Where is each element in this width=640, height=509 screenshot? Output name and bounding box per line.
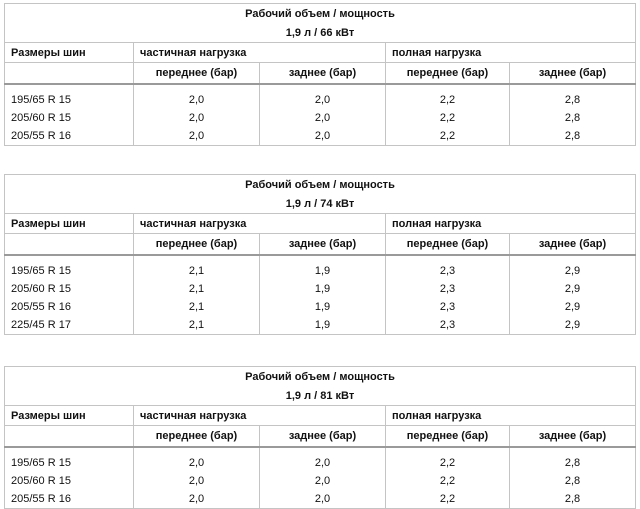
partial-front-cell: 2,1 — [134, 280, 260, 298]
partial-front-cell: 2,0 — [134, 490, 260, 509]
subheader-empty-cell — [5, 234, 134, 256]
full-front-cell: 2,3 — [386, 298, 510, 316]
partial-rear-cell: 2,0 — [260, 127, 386, 146]
partial-front-cell: 2,0 — [134, 454, 260, 472]
partial-front-cell: 2,1 — [134, 316, 260, 335]
subheader-full-rear: заднее (бар) — [510, 234, 636, 256]
engine-power: 1,9 л / 66 кВт — [5, 24, 636, 43]
partial-rear-cell: 1,9 — [260, 262, 386, 280]
full-front-cell: 2,2 — [386, 127, 510, 146]
table-caption-power — [5, 195, 636, 214]
tire-size-cell: 195/65 R 15 — [5, 91, 134, 109]
subheader-empty-cell — [5, 63, 134, 85]
tire-size-cell: 205/60 R 15 — [5, 280, 134, 298]
full-rear-cell: 2,8 — [510, 472, 636, 490]
tire-pressure-table-66kw — [4, 3, 636, 146]
tire-size-cell: 195/65 R 15 — [5, 262, 134, 280]
full-rear-cell: 2,9 — [510, 298, 636, 316]
tire-size-cell: 205/55 R 16 — [5, 298, 134, 316]
full-rear-cell: 2,9 — [510, 280, 636, 298]
column-header-partial-load: частичная нагрузка — [134, 406, 386, 426]
subheader-partial-front: переднее (бар) — [134, 63, 260, 85]
spacer-row — [5, 447, 636, 454]
column-header-full-load: полная нагрузка — [386, 214, 636, 234]
full-rear-cell: 2,8 — [510, 127, 636, 146]
table-row — [5, 109, 636, 127]
table-caption-power — [5, 387, 636, 406]
subheader-row — [5, 63, 636, 85]
header-row — [5, 43, 636, 63]
table-caption — [5, 367, 636, 388]
table-row — [5, 472, 636, 490]
subheader-full-rear: заднее (бар) — [510, 63, 636, 85]
table-row — [5, 280, 636, 298]
spacer-row — [5, 84, 636, 91]
subheader-full-front: переднее (бар) — [386, 426, 510, 448]
table-row — [5, 490, 636, 509]
partial-rear-cell: 2,0 — [260, 454, 386, 472]
partial-rear-cell: 1,9 — [260, 316, 386, 335]
full-front-cell: 2,2 — [386, 472, 510, 490]
partial-front-cell: 2,1 — [134, 262, 260, 280]
engine-power: 1,9 л / 81 кВт — [5, 387, 636, 406]
subheader-row — [5, 234, 636, 256]
column-header-tire-size: Размеры шин — [5, 214, 134, 234]
partial-front-cell: 2,0 — [134, 127, 260, 146]
header-row — [5, 214, 636, 234]
column-header-partial-load: частичная нагрузка — [134, 43, 386, 63]
subheader-partial-rear: заднее (бар) — [260, 426, 386, 448]
full-rear-cell: 2,9 — [510, 316, 636, 335]
tire-size-cell: 205/60 R 15 — [5, 109, 134, 127]
partial-rear-cell: 1,9 — [260, 280, 386, 298]
subheader-full-front: переднее (бар) — [386, 63, 510, 85]
table-row — [5, 316, 636, 335]
tire-size-cell: 205/60 R 15 — [5, 472, 134, 490]
full-front-cell: 2,3 — [386, 262, 510, 280]
partial-rear-cell: 2,0 — [260, 109, 386, 127]
partial-rear-cell: 2,0 — [260, 472, 386, 490]
full-rear-cell: 2,8 — [510, 91, 636, 109]
full-rear-cell: 2,9 — [510, 262, 636, 280]
subheader-row — [5, 426, 636, 448]
subheader-partial-rear: заднее (бар) — [260, 234, 386, 256]
column-header-full-load: полная нагрузка — [386, 406, 636, 426]
partial-front-cell: 2,0 — [134, 109, 260, 127]
table-row — [5, 262, 636, 280]
engine-power: 1,9 л / 74 кВт — [5, 195, 636, 214]
subheader-full-front: переднее (бар) — [386, 234, 510, 256]
tire-pressure-table-81kw — [4, 366, 636, 509]
column-header-full-load: полная нагрузка — [386, 43, 636, 63]
full-front-cell: 2,2 — [386, 91, 510, 109]
column-header-partial-load: частичная нагрузка — [134, 214, 386, 234]
partial-rear-cell: 2,0 — [260, 490, 386, 509]
full-rear-cell: 2,8 — [510, 109, 636, 127]
spacer-row — [5, 255, 636, 262]
table-row — [5, 298, 636, 316]
full-front-cell: 2,3 — [386, 280, 510, 298]
partial-rear-cell: 2,0 — [260, 91, 386, 109]
table-row — [5, 91, 636, 109]
column-header-tire-size: Размеры шин — [5, 43, 134, 63]
full-rear-cell: 2,8 — [510, 454, 636, 472]
full-front-cell: 2,2 — [386, 109, 510, 127]
subheader-empty-cell — [5, 426, 134, 448]
partial-front-cell: 2,0 — [134, 91, 260, 109]
table-title: Рабочий объем / мощность — [5, 175, 636, 196]
table-title: Рабочий объем / мощность — [5, 367, 636, 388]
tire-size-cell: 205/55 R 16 — [5, 127, 134, 146]
partial-rear-cell: 1,9 — [260, 298, 386, 316]
full-front-cell: 2,2 — [386, 454, 510, 472]
table-row — [5, 127, 636, 146]
subheader-full-rear: заднее (бар) — [510, 426, 636, 448]
table-caption — [5, 4, 636, 25]
subheader-partial-rear: заднее (бар) — [260, 63, 386, 85]
table-title: Рабочий объем / мощность — [5, 4, 636, 25]
full-front-cell: 2,3 — [386, 316, 510, 335]
tire-size-cell: 225/45 R 17 — [5, 316, 134, 335]
table-row — [5, 454, 636, 472]
full-rear-cell: 2,8 — [510, 490, 636, 509]
tire-size-cell: 205/55 R 16 — [5, 490, 134, 509]
table-caption — [5, 175, 636, 196]
column-header-tire-size: Размеры шин — [5, 406, 134, 426]
header-row — [5, 406, 636, 426]
subheader-partial-front: переднее (бар) — [134, 234, 260, 256]
partial-front-cell: 2,0 — [134, 472, 260, 490]
table-caption-power — [5, 24, 636, 43]
partial-front-cell: 2,1 — [134, 298, 260, 316]
tire-pressure-table-74kw — [4, 174, 636, 335]
subheader-partial-front: переднее (бар) — [134, 426, 260, 448]
tire-size-cell: 195/65 R 15 — [5, 454, 134, 472]
full-front-cell: 2,2 — [386, 490, 510, 509]
